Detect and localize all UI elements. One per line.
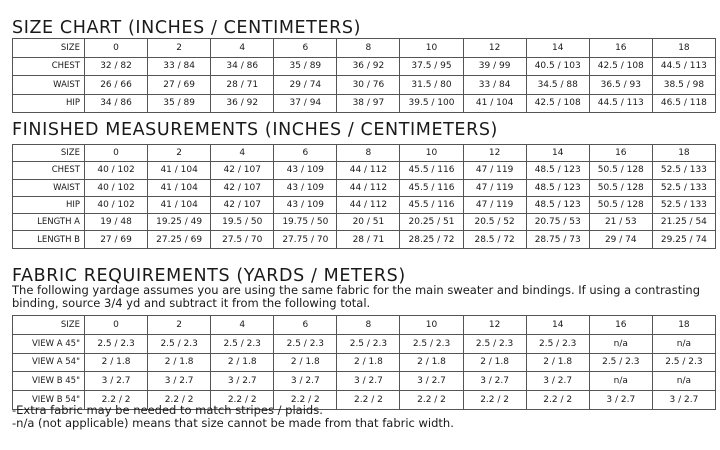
size-chart-title: SIZE CHART (INCHES / CENTIMETERS) (12, 18, 362, 38)
table-cell: 38.5 / 98 (652, 76, 715, 95)
table-cell: 40.5 / 103 (526, 57, 589, 76)
table-cell: 2 / 1.8 (274, 353, 337, 372)
table-cell: 28.25 / 72 (400, 231, 463, 248)
size-header-cell: 8 (337, 145, 400, 162)
table-cell: 43 / 109 (274, 196, 337, 213)
table-cell: 2.2 / 2 (463, 391, 526, 410)
table-cell: 40 / 102 (85, 162, 148, 179)
size-header-cell: 8 (337, 316, 400, 335)
table-cell: 48.5 / 123 (526, 196, 589, 213)
table-cell: 27 / 69 (85, 231, 148, 248)
table-cell: 27.25 / 69 (148, 231, 211, 248)
table-row (13, 372, 716, 391)
row-label: SIZE (13, 145, 85, 162)
table-cell: 2 / 1.8 (463, 353, 526, 372)
table-row (13, 76, 716, 95)
table-cell: 33 / 84 (463, 76, 526, 95)
row-label: VIEW B 54" (13, 391, 85, 410)
table-cell: 2.5 / 2.3 (589, 353, 652, 372)
table-cell: 21.25 / 54 (652, 214, 715, 231)
table-cell: 28 / 71 (211, 76, 274, 95)
size-header-cell: 0 (85, 145, 148, 162)
table-cell: 43 / 109 (274, 179, 337, 196)
row-label: HIP (13, 196, 85, 213)
table-cell: 3 / 2.7 (589, 391, 652, 410)
size-header-cell: 12 (463, 39, 526, 58)
table-cell: 2 / 1.8 (337, 353, 400, 372)
fabric-requirements-title: FABRIC REQUIREMENTS (YARDS / METERS) (12, 266, 406, 286)
table-cell: 2.5 / 2.3 (211, 334, 274, 353)
table-cell: 21 / 53 (589, 214, 652, 231)
size-header-cell: 0 (85, 316, 148, 335)
table-cell: 3 / 2.7 (652, 391, 715, 410)
table-cell: 30 / 76 (337, 76, 400, 95)
row-label: CHEST (13, 162, 85, 179)
table-cell: 52.5 / 133 (652, 162, 715, 179)
table-cell: 2.5 / 2.3 (337, 334, 400, 353)
table-cell: 42.5 / 108 (526, 94, 589, 113)
table-cell: 42 / 107 (211, 196, 274, 213)
table-cell: 43 / 109 (274, 162, 337, 179)
table-row (13, 57, 716, 76)
table-cell: 48.5 / 123 (526, 179, 589, 196)
table-cell: 19.25 / 49 (148, 214, 211, 231)
table-cell: 34 / 86 (85, 94, 148, 113)
size-header-cell: 4 (211, 145, 274, 162)
table-cell: 20.25 / 51 (400, 214, 463, 231)
table-cell: 2.5 / 2.3 (274, 334, 337, 353)
size-header-cell: 0 (85, 39, 148, 58)
table-cell: 33 / 84 (148, 57, 211, 76)
table-cell: 3 / 2.7 (148, 372, 211, 391)
row-label: VIEW A 45" (13, 334, 85, 353)
size-header-cell: 6 (274, 39, 337, 58)
table-cell: 2.5 / 2.3 (148, 334, 211, 353)
table-cell: 45.5 / 116 (400, 196, 463, 213)
table-cell: n/a (589, 372, 652, 391)
table-cell: 2.2 / 2 (85, 391, 148, 410)
table-row (13, 334, 716, 353)
table-cell: 40 / 102 (85, 196, 148, 213)
table-row (13, 196, 716, 213)
table-cell: 34.5 / 88 (526, 76, 589, 95)
size-header-cell: 14 (526, 145, 589, 162)
size-header-cell: 4 (211, 316, 274, 335)
size-header-cell: 10 (400, 316, 463, 335)
table-row (13, 145, 716, 162)
table-cell: 38 / 97 (337, 94, 400, 113)
table-cell: 3 / 2.7 (400, 372, 463, 391)
table-cell: 44 / 112 (337, 179, 400, 196)
size-header-cell: 6 (274, 316, 337, 335)
row-label: WAIST (13, 76, 85, 95)
table-cell: 2.2 / 2 (211, 391, 274, 410)
fabric-intro-text: The following yardage assumes you are using the same fabric for the main sweater and bindings. If using a contrasting binding, source 3/4 yd and subtract it from the following total. (12, 283, 701, 310)
fabric-note-stripes: -Extra fabric may be needed to match stripes / plaids. (12, 403, 323, 417)
table-cell: 2.5 / 2.3 (400, 334, 463, 353)
table-cell: 41 / 104 (148, 179, 211, 196)
table-cell: 36.5 / 93 (589, 76, 652, 95)
table-row (13, 316, 716, 335)
size-chart-table (12, 38, 716, 113)
table-cell: 50.5 / 128 (589, 179, 652, 196)
table-cell: 2.2 / 2 (274, 391, 337, 410)
table-cell: 19.5 / 50 (211, 214, 274, 231)
size-header-cell: 10 (400, 39, 463, 58)
table-cell: 20 / 51 (337, 214, 400, 231)
size-header-cell: 2 (148, 39, 211, 58)
table-cell: 28 / 71 (337, 231, 400, 248)
table-row (13, 94, 716, 113)
table-cell: 36 / 92 (337, 57, 400, 76)
table-cell: 39.5 / 100 (400, 94, 463, 113)
table-cell: 32 / 82 (85, 57, 148, 76)
table-cell: 35 / 89 (274, 57, 337, 76)
table-cell: 37 / 94 (274, 94, 337, 113)
table-cell: 36 / 92 (211, 94, 274, 113)
size-header-cell: 18 (652, 316, 715, 335)
table-cell: 2 / 1.8 (148, 353, 211, 372)
table-cell: n/a (589, 334, 652, 353)
size-header-cell: 14 (526, 316, 589, 335)
table-row (13, 231, 716, 248)
table-cell: 31.5 / 80 (400, 76, 463, 95)
table-cell: 28.75 / 73 (526, 231, 589, 248)
table-cell: 29.25 / 74 (652, 231, 715, 248)
size-header-cell: 16 (589, 145, 652, 162)
table-row (13, 39, 716, 58)
size-header-cell: 18 (652, 145, 715, 162)
table-cell: 40 / 102 (85, 179, 148, 196)
table-cell: 42 / 107 (211, 179, 274, 196)
table-cell: 44 / 112 (337, 196, 400, 213)
size-header-cell: 16 (589, 316, 652, 335)
table-cell: 2 / 1.8 (85, 353, 148, 372)
table-cell: 20.75 / 53 (526, 214, 589, 231)
table-cell: 45.5 / 116 (400, 162, 463, 179)
table-cell: 37.5 / 95 (400, 57, 463, 76)
row-label: VIEW B 45" (13, 372, 85, 391)
table-cell: 2.2 / 2 (526, 391, 589, 410)
table-cell: 47 / 119 (463, 179, 526, 196)
table-cell: 34 / 86 (211, 57, 274, 76)
table-cell: 41 / 104 (148, 162, 211, 179)
table-cell: 47 / 119 (463, 162, 526, 179)
size-header-cell: 2 (148, 145, 211, 162)
row-label: LENGTH B (13, 231, 85, 248)
table-cell: 27 / 69 (148, 76, 211, 95)
row-label: SIZE (13, 39, 85, 58)
table-cell: 2.2 / 2 (337, 391, 400, 410)
row-label: VIEW A 54" (13, 353, 85, 372)
table-cell: 35 / 89 (148, 94, 211, 113)
table-cell: 50.5 / 128 (589, 196, 652, 213)
size-header-cell: 18 (652, 39, 715, 58)
table-cell: 2 / 1.8 (526, 353, 589, 372)
table-cell: 46.5 / 118 (652, 94, 715, 113)
table-cell: 2 / 1.8 (211, 353, 274, 372)
finished-measurements-title: FINISHED MEASUREMENTS (INCHES / CENTIMETERS) (12, 120, 498, 140)
fabric-note-na: -n/a (not applicable) means that size cannot be made from that fabric width. (12, 416, 454, 430)
table-cell: 29 / 74 (274, 76, 337, 95)
table-cell: 52.5 / 133 (652, 196, 715, 213)
size-header-cell: 6 (274, 145, 337, 162)
table-cell: 27.75 / 70 (274, 231, 337, 248)
finished-measurements-table (12, 144, 716, 249)
table-cell: 3 / 2.7 (463, 372, 526, 391)
row-label: WAIST (13, 179, 85, 196)
table-cell: 3 / 2.7 (526, 372, 589, 391)
table-cell: 2.5 / 2.3 (85, 334, 148, 353)
table-cell: 44 / 112 (337, 162, 400, 179)
table-cell: n/a (652, 372, 715, 391)
row-label: SIZE (13, 316, 85, 335)
table-row (13, 162, 716, 179)
table-cell: 3 / 2.7 (211, 372, 274, 391)
table-cell: 2 / 1.8 (400, 353, 463, 372)
table-cell: 48.5 / 123 (526, 162, 589, 179)
table-cell: 44.5 / 113 (589, 94, 652, 113)
table-cell: 42.5 / 108 (589, 57, 652, 76)
table-cell: 41 / 104 (463, 94, 526, 113)
size-header-cell: 14 (526, 39, 589, 58)
table-cell: 28.5 / 72 (463, 231, 526, 248)
size-header-cell: 4 (211, 39, 274, 58)
table-cell: 27.5 / 70 (211, 231, 274, 248)
table-cell: 2.5 / 2.3 (463, 334, 526, 353)
table-cell: 39 / 99 (463, 57, 526, 76)
table-cell: 2.2 / 2 (148, 391, 211, 410)
table-cell: 52.5 / 133 (652, 179, 715, 196)
table-cell: n/a (652, 334, 715, 353)
table-cell: 3 / 2.7 (274, 372, 337, 391)
table-cell: 20.5 / 52 (463, 214, 526, 231)
table-row (13, 179, 716, 196)
size-header-cell: 10 (400, 145, 463, 162)
table-cell: 2.2 / 2 (400, 391, 463, 410)
table-cell: 3 / 2.7 (337, 372, 400, 391)
table-cell: 41 / 104 (148, 196, 211, 213)
table-cell: 50.5 / 128 (589, 162, 652, 179)
table-cell: 3 / 2.7 (85, 372, 148, 391)
row-label: CHEST (13, 57, 85, 76)
size-header-cell: 8 (337, 39, 400, 58)
table-cell: 42 / 107 (211, 162, 274, 179)
table-cell: 2.5 / 2.3 (652, 353, 715, 372)
table-cell: 19 / 48 (85, 214, 148, 231)
size-header-cell: 16 (589, 39, 652, 58)
table-row (13, 214, 716, 231)
fabric-requirements-table (12, 315, 716, 410)
size-header-cell: 12 (463, 316, 526, 335)
table-cell: 44.5 / 113 (652, 57, 715, 76)
table-cell: 29 / 74 (589, 231, 652, 248)
table-cell: 2.5 / 2.3 (526, 334, 589, 353)
size-header-cell: 12 (463, 145, 526, 162)
row-label: LENGTH A (13, 214, 85, 231)
table-cell: 45.5 / 116 (400, 179, 463, 196)
table-cell: 47 / 119 (463, 196, 526, 213)
table-cell: 19.75 / 50 (274, 214, 337, 231)
row-label: HIP (13, 94, 85, 113)
table-row (13, 353, 716, 372)
table-cell: 26 / 66 (85, 76, 148, 95)
size-header-cell: 2 (148, 316, 211, 335)
